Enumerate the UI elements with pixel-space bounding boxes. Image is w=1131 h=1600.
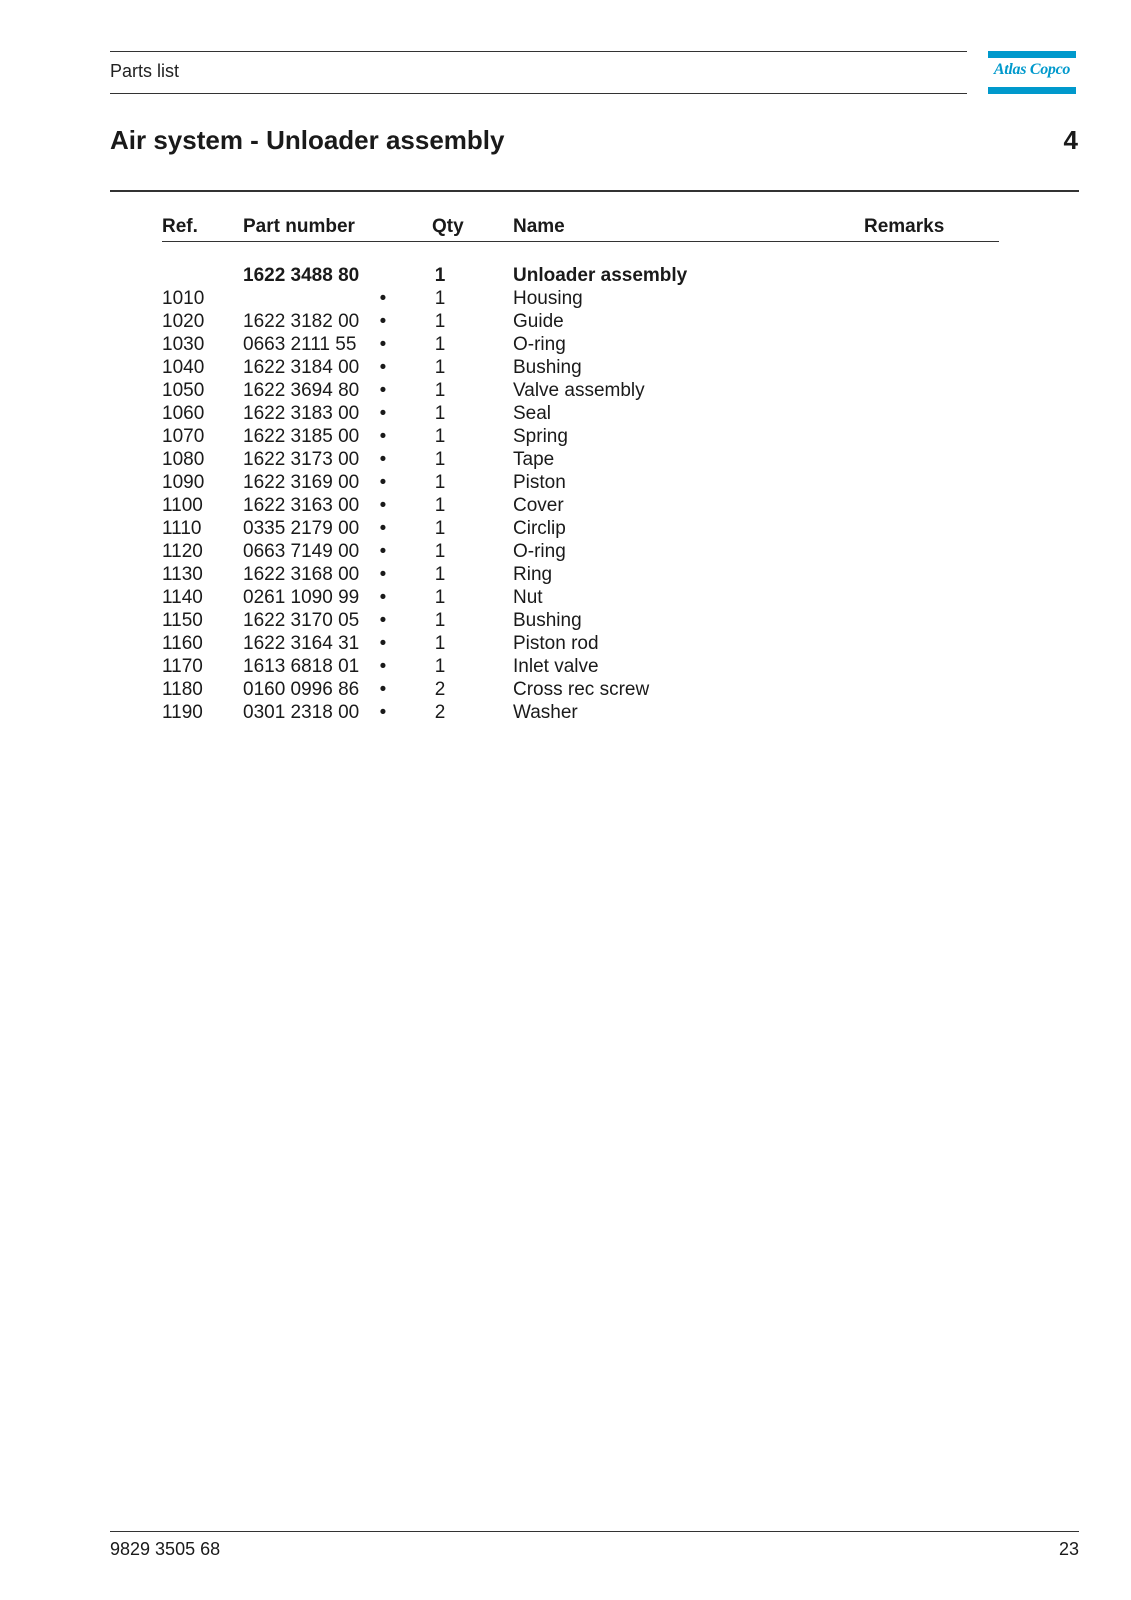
table-body	[162, 288, 999, 725]
row-qty: 1	[434, 288, 446, 309]
row-name: Nut	[513, 587, 543, 608]
section-label: Parts list	[110, 61, 180, 81]
row-part-number: 1613 6818 01	[243, 656, 360, 677]
parts-table	[162, 215, 999, 725]
row-part-number: 1622 3170 05	[243, 610, 360, 631]
row-name: Valve assembly	[513, 380, 645, 401]
row-marker: •	[379, 334, 387, 355]
row-name: Bushing	[513, 610, 582, 631]
table-row	[162, 679, 999, 702]
row-ref: 1180	[162, 679, 203, 700]
table-row	[162, 449, 999, 472]
row-ref: 1050	[162, 380, 205, 401]
row-name: Inlet valve	[513, 656, 599, 677]
row-part-number: 1622 3169 00	[243, 472, 360, 493]
row-ref: 1070	[162, 426, 205, 447]
table-row	[162, 702, 999, 725]
table-row	[162, 564, 999, 587]
row-marker: •	[379, 587, 387, 608]
row-name: Bushing	[513, 357, 582, 378]
row-part-number: 1622 3182 00	[243, 311, 360, 332]
row-name: Piston	[513, 472, 566, 493]
row-qty: 1	[434, 610, 446, 631]
row-ref: 1040	[162, 357, 205, 378]
table-row	[162, 656, 999, 679]
row-part-number: 0663 2111 55	[243, 334, 357, 355]
header-ref: Ref.	[162, 216, 198, 237]
table-row	[162, 472, 999, 495]
row-part-number: 1622 3694 80	[243, 380, 360, 401]
header-remarks: Remarks	[864, 216, 945, 237]
brand-logo	[988, 51, 1076, 94]
table-row	[162, 541, 999, 564]
row-marker: •	[379, 288, 387, 309]
chapter-number: 4	[1063, 125, 1078, 155]
row-marker: •	[379, 380, 387, 401]
row-part-number: 1622 3164 31	[243, 633, 360, 654]
row-name: Guide	[513, 311, 564, 332]
row-marker: •	[379, 495, 387, 516]
row-ref: 1110	[162, 518, 202, 539]
row-marker: •	[379, 610, 387, 631]
page-number: 23	[1058, 1539, 1079, 1559]
assembly-qty: 1	[434, 265, 446, 286]
table-row	[162, 380, 999, 403]
header-qty: Qty	[432, 216, 464, 237]
table-row	[162, 495, 999, 518]
row-qty: 1	[434, 403, 446, 424]
row-marker: •	[379, 702, 387, 723]
row-marker: •	[379, 541, 387, 562]
row-qty: 1	[434, 495, 446, 516]
row-name: Housing	[513, 288, 583, 309]
row-qty: 2	[434, 679, 446, 700]
header-top-rule	[110, 51, 967, 52]
row-part-number: 0335 2179 00	[243, 518, 360, 539]
header-part-number: Part number	[243, 216, 355, 237]
header-spacer	[162, 242, 999, 265]
row-marker: •	[379, 426, 387, 447]
logo-bar-top	[988, 51, 1076, 58]
row-name: Washer	[513, 702, 578, 723]
row-part-number: 1622 3168 00	[243, 564, 360, 585]
row-name: Cover	[513, 495, 564, 516]
table-row	[162, 288, 999, 311]
row-name: Tape	[513, 449, 555, 470]
row-qty: 1	[434, 656, 446, 677]
header-name: Name	[513, 216, 565, 237]
row-marker: •	[379, 633, 387, 654]
row-name: O-ring	[513, 334, 566, 355]
row-marker: •	[379, 449, 387, 470]
row-marker: •	[379, 679, 387, 700]
row-marker: •	[379, 656, 387, 677]
table-row	[162, 518, 999, 541]
row-qty: 1	[434, 541, 446, 562]
row-ref: 1140	[162, 587, 203, 608]
logo-bar-bottom	[988, 87, 1076, 94]
assembly-row	[162, 265, 999, 288]
row-qty: 2	[434, 702, 446, 723]
row-part-number: 0261 1090 99	[243, 587, 360, 608]
row-marker: •	[379, 518, 387, 539]
table-row	[162, 334, 999, 357]
assembly-part-number: 1622 3488 80	[243, 265, 360, 286]
row-qty: 1	[434, 357, 446, 378]
row-qty: 1	[434, 311, 446, 332]
row-ref: 1030	[162, 334, 205, 355]
row-qty: 1	[434, 633, 446, 654]
row-part-number: 1622 3163 00	[243, 495, 360, 516]
row-part-number: 1622 3185 00	[243, 426, 360, 447]
row-ref: 1100	[162, 495, 203, 516]
logo-text: Atlas Copco	[993, 61, 1071, 78]
row-part-number: 1622 3184 00	[243, 357, 360, 378]
page-title: Air system - Unloader assembly	[110, 125, 505, 155]
row-name: Circlip	[513, 518, 566, 539]
table-row	[162, 311, 999, 334]
row-qty: 1	[434, 564, 446, 585]
row-ref: 1150	[162, 610, 203, 631]
row-part-number: 0301 2318 00	[243, 702, 360, 723]
row-part-number: 1622 3183 00	[243, 403, 360, 424]
row-ref: 1080	[162, 449, 205, 470]
row-marker: •	[379, 311, 387, 332]
row-part-number: 1622 3173 00	[243, 449, 360, 470]
row-qty: 1	[434, 380, 446, 401]
row-ref: 1190	[162, 702, 203, 723]
row-ref: 1120	[162, 541, 203, 562]
table-header	[162, 215, 999, 242]
row-name: Piston rod	[513, 633, 599, 654]
table-row	[162, 587, 999, 610]
table-row	[162, 403, 999, 426]
row-name: O-ring	[513, 541, 566, 562]
row-ref: 1090	[162, 472, 205, 493]
row-name: Spring	[513, 426, 568, 447]
table-row	[162, 633, 999, 656]
row-qty: 1	[434, 334, 446, 355]
row-ref: 1020	[162, 311, 205, 332]
row-marker: •	[379, 357, 387, 378]
row-ref: 1170	[162, 656, 203, 677]
row-ref: 1060	[162, 403, 205, 424]
header-bottom-rule	[110, 93, 967, 94]
row-qty: 1	[434, 449, 446, 470]
row-qty: 1	[434, 518, 446, 539]
row-part-number: 0663 7149 00	[243, 541, 360, 562]
title-rule	[110, 190, 1079, 192]
table-row	[162, 426, 999, 449]
row-part-number: 0160 0996 86	[243, 679, 360, 700]
row-ref: 1160	[162, 633, 203, 654]
footer-rule	[110, 1531, 1079, 1532]
row-ref: 1130	[162, 564, 203, 585]
row-name: Ring	[513, 564, 553, 585]
row-marker: •	[379, 472, 387, 493]
row-ref: 1010	[162, 288, 205, 309]
row-qty: 1	[434, 472, 446, 493]
assembly-name: Unloader assembly	[513, 265, 688, 286]
row-name: Cross rec screw	[513, 679, 650, 700]
table-row	[162, 610, 999, 633]
row-marker: •	[379, 403, 387, 424]
row-marker: •	[379, 564, 387, 585]
row-name: Seal	[513, 403, 552, 424]
row-qty: 1	[434, 587, 446, 608]
table-row	[162, 357, 999, 380]
document-number: 9829 3505 68	[110, 1539, 221, 1559]
row-qty: 1	[434, 426, 446, 447]
